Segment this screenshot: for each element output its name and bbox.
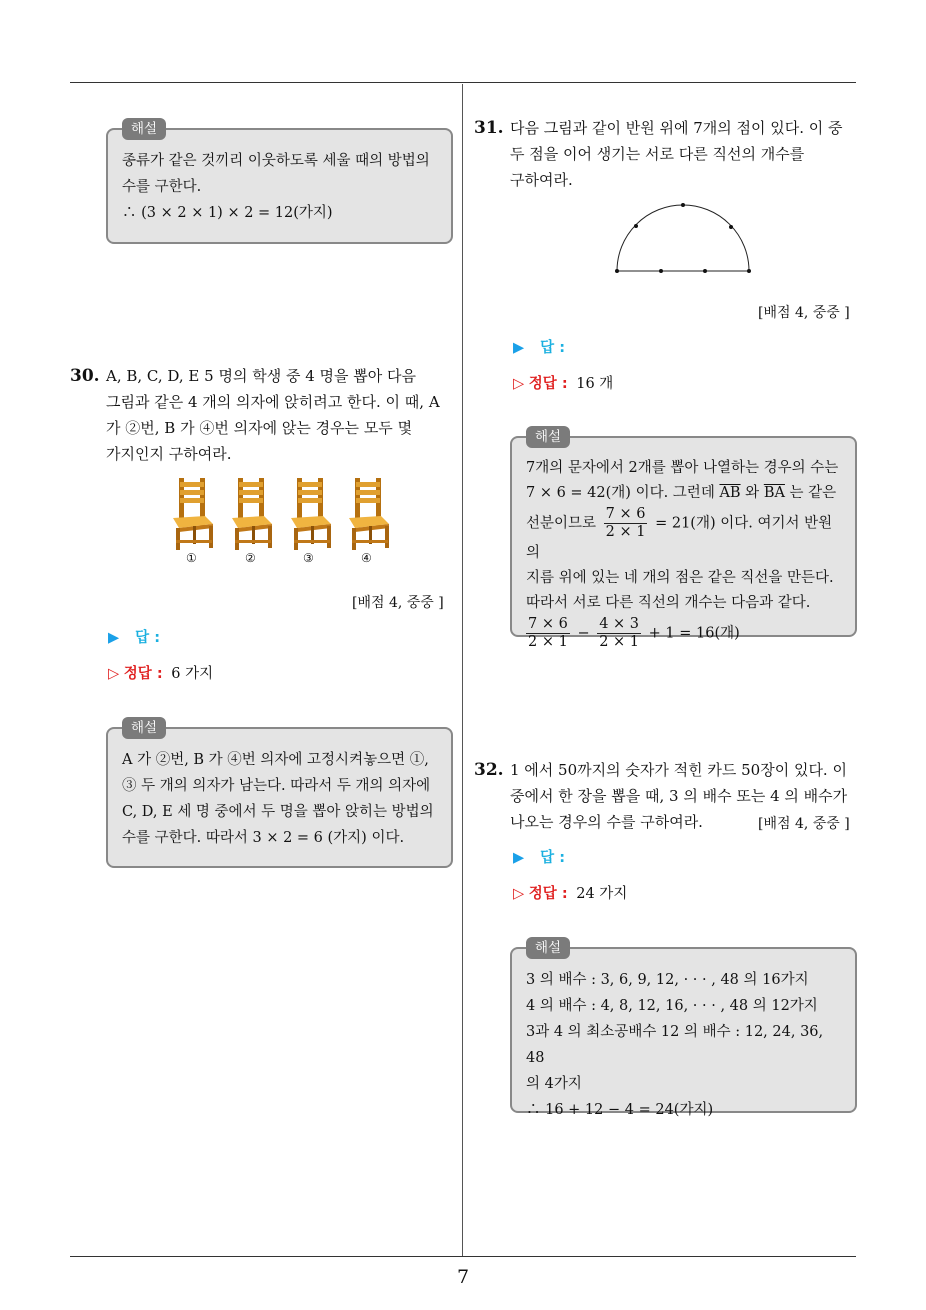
fraction: $\frac{7 \times 6}{2 \times 1}$ bbox=[605, 506, 646, 540]
answer-label: 답 : bbox=[135, 630, 161, 646]
chair-label-3: ③ bbox=[303, 551, 314, 565]
correct-answer-31 bbox=[513, 372, 613, 393]
fraction: $\frac{4 \times 3}{2 \times 1}$ bbox=[599, 616, 640, 650]
correct-value: 6 가지 bbox=[171, 666, 214, 682]
score-32: [배점 4, 중중 ] bbox=[758, 816, 850, 832]
outline-triangle-icon: ▷ bbox=[513, 886, 525, 902]
column-divider bbox=[462, 84, 463, 1256]
answer-row-32 bbox=[513, 846, 565, 867]
outline-triangle-icon: ▷ bbox=[108, 666, 120, 682]
chair-label-4: ④ bbox=[361, 551, 372, 565]
question-line: 그림과 같은 4 개의 의자에 앉히려고 한다. 이 때, A bbox=[106, 393, 440, 411]
top-rule bbox=[70, 82, 856, 83]
solution-line: 수를 구한다. bbox=[122, 179, 202, 195]
outline-triangle-icon: ▷ bbox=[513, 376, 525, 392]
solution-box-29 bbox=[106, 121, 453, 244]
chair-4 bbox=[349, 478, 389, 550]
solution-box-30 bbox=[106, 720, 453, 868]
solution-line: ∴ (3 × 2 × 1) × 2 = 12(가지) bbox=[122, 205, 333, 221]
correct-label: 정답 : bbox=[528, 376, 568, 392]
chair-3 bbox=[291, 478, 331, 550]
solution-line: 4 의 배수 : 4, 8, 12, 16, · · · , 48 의 12가지 bbox=[526, 998, 818, 1014]
page-number: 7 bbox=[456, 1266, 470, 1288]
question-text-31 bbox=[510, 115, 860, 193]
solution-tag: 해설 bbox=[122, 118, 166, 140]
semicircle-figure bbox=[610, 198, 756, 278]
solution-tag: 해설 bbox=[122, 717, 166, 739]
question-line: 나오는 경우의 수를 구하여라. bbox=[510, 813, 703, 831]
solution-line: 선분이므로 $\frac{7 \times 6}{2 \times 1}$ = 21(개) 이다. 여기서 반원의 bbox=[526, 506, 833, 561]
correct-label: 정답 : bbox=[528, 886, 568, 902]
bottom-rule bbox=[70, 1256, 856, 1257]
correct-label: 정답 : bbox=[123, 666, 163, 682]
solution-line: 수를 구한다. 따라서 3 × 2 = 6 (가지) 이다. bbox=[122, 830, 405, 846]
chair-label-1: ① bbox=[186, 551, 197, 565]
correct-answer-30 bbox=[108, 662, 213, 683]
question-line: 구하여라. bbox=[510, 171, 573, 189]
score-31: [배점 4, 중중 ] bbox=[758, 305, 850, 321]
play-triangle-icon: ▶ bbox=[513, 340, 525, 356]
solution-line: ∴ 16 + 12 − 4 = 24(가지) bbox=[526, 1102, 714, 1118]
answer-row-30 bbox=[108, 626, 160, 647]
chair-label-2: ② bbox=[245, 551, 256, 565]
solution-tag: 해설 bbox=[526, 426, 570, 448]
solution-tag: 해설 bbox=[526, 937, 570, 959]
chairs-figure bbox=[165, 474, 395, 554]
solution-line: C, D, E 세 명 중에서 두 명을 뽑아 앉히는 방법의 bbox=[122, 804, 434, 820]
play-triangle-icon: ▶ bbox=[108, 630, 120, 646]
correct-answer-32 bbox=[513, 882, 627, 903]
solution-line: 지름 위에 있는 네 개의 점은 같은 직선을 만든다. bbox=[526, 570, 834, 586]
solution-line: A 가 ②번, B 가 ④번 의자에 고정시켜놓으면 ①, bbox=[122, 752, 429, 768]
answer-label: 답 : bbox=[540, 340, 566, 356]
question-line: 1 에서 50까지의 숫자가 적힌 카드 50장이 있다. 이 bbox=[510, 761, 847, 779]
correct-value: 24 가지 bbox=[576, 886, 628, 902]
question-number-30: 30. bbox=[70, 366, 100, 386]
question-text-30 bbox=[106, 363, 456, 467]
question-number-31: 31. bbox=[474, 118, 504, 138]
solution-line: 7개의 문자에서 2개를 뽑아 나열하는 경우의 수는 bbox=[526, 460, 839, 476]
score-30: [배점 4, 중중 ] bbox=[352, 595, 444, 611]
solution-line: ③ 두 개의 의자가 남는다. 따라서 두 개의 의자에 bbox=[122, 778, 431, 794]
solution-line: 7 × 6 = 42(개) 이다. 그런데 $\overline{AB}$ 와 $\overline{BA}$ 는 같은 bbox=[526, 485, 837, 501]
solution-line: 따라서 서로 다른 직선의 개수는 다음과 같다. bbox=[526, 595, 811, 611]
solution-line: $\frac{7 \times 6}{2 \times 1}$ − $\frac{4 \times 3}{2 \times 1}$ + 1 = 16(개) bbox=[528, 616, 740, 650]
solution-line: 종류가 같은 것끼리 이웃하도록 세울 때의 방법의 bbox=[122, 153, 430, 169]
chair-1 bbox=[173, 478, 213, 550]
solution-line: 의 4가지 bbox=[526, 1076, 582, 1092]
correct-value: 16 개 bbox=[576, 376, 614, 392]
solution-line: 3 의 배수 : 3, 6, 9, 12, · · · , 48 의 16가지 bbox=[526, 972, 809, 988]
answer-label: 답 : bbox=[540, 850, 566, 866]
solution-box-32 bbox=[510, 940, 857, 1118]
question-line: 다음 그림과 같이 반원 위에 7개의 점이 있다. 이 중 bbox=[510, 119, 843, 137]
solution-box-31 bbox=[510, 429, 857, 650]
chair-2 bbox=[232, 478, 272, 550]
question-number-32: 32. bbox=[474, 760, 504, 780]
question-line: 중에서 한 장을 뽑을 때, 3 의 배수 또는 4 의 배수가 bbox=[510, 787, 848, 805]
play-triangle-icon: ▶ bbox=[513, 850, 525, 866]
fraction: $\frac{7 \times 6}{2 \times 1}$ bbox=[528, 616, 568, 650]
solution-line: 3과 4 의 최소공배수 12 의 배수 : 12, 24, 36, 48 bbox=[526, 1024, 824, 1066]
question-line: 가지인지 구하여라. bbox=[106, 445, 232, 463]
question-line: A, B, C, D, E 5 명의 학생 중 4 명을 뽑아 다음 bbox=[106, 367, 417, 385]
answer-row-31 bbox=[513, 336, 565, 357]
segment-ab: $\overline{AB}$ bbox=[719, 485, 741, 501]
question-line: 가 ②번, B 가 ④번 의자에 앉는 경우는 모두 몇 bbox=[106, 419, 413, 437]
question-line: 두 점을 이어 생기는 서로 다른 직선의 개수를 bbox=[510, 145, 805, 163]
segment-ba: $\overline{BA}$ bbox=[763, 485, 785, 501]
